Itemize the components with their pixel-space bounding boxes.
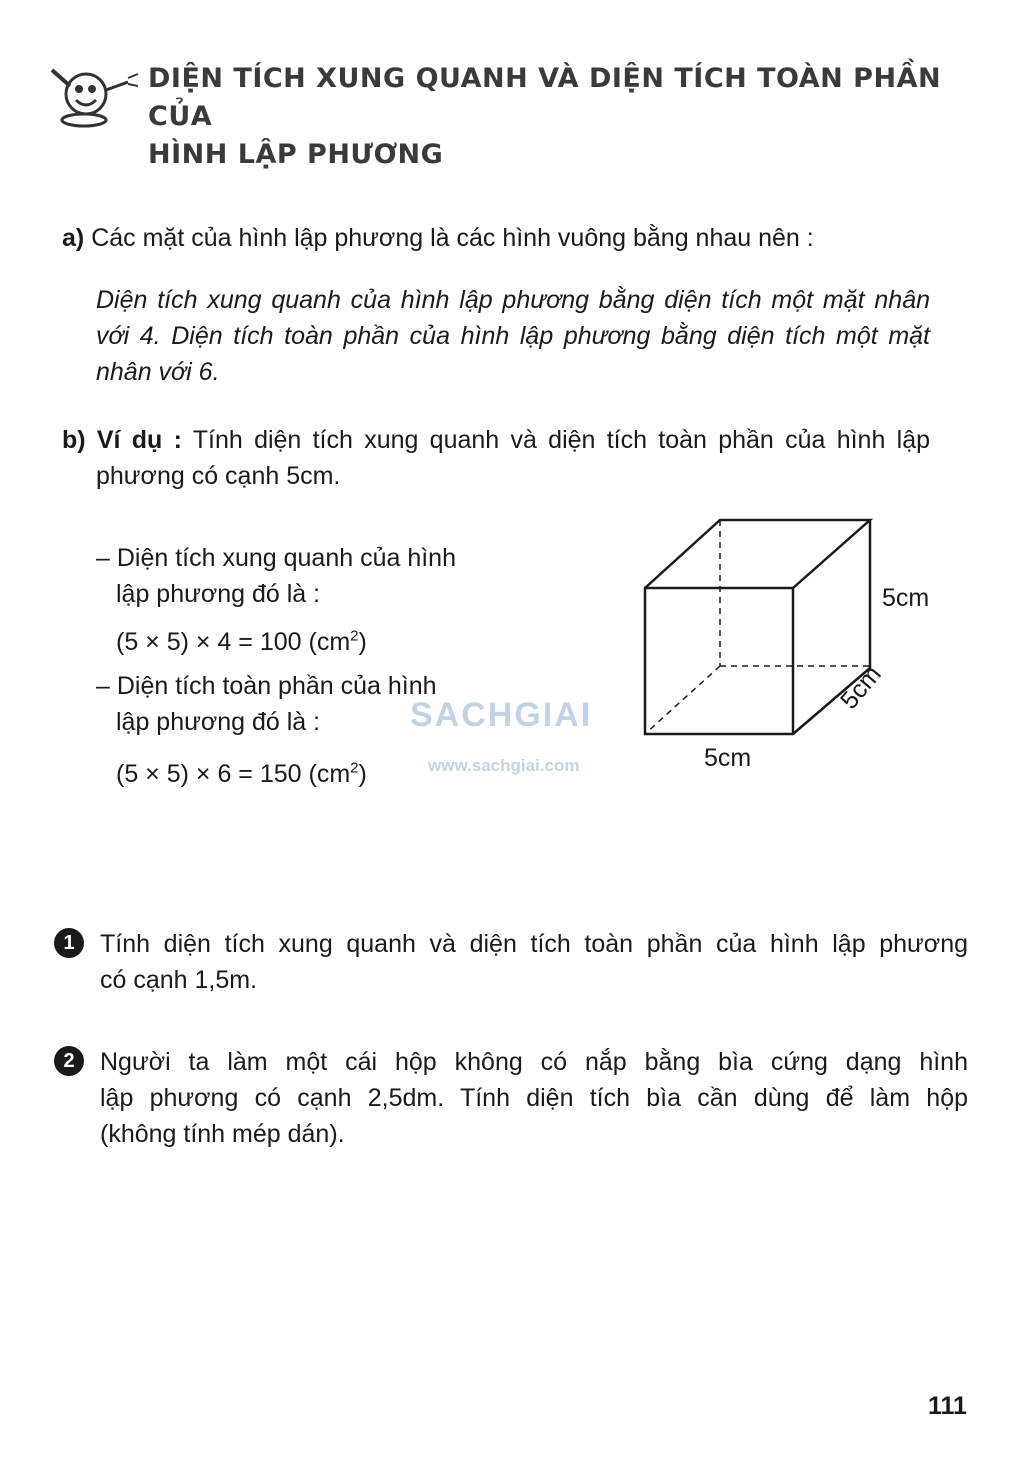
xq-formula: (5 × 5) × 4 = 100 $(cm^2)$: [116, 627, 367, 656]
exercise-2: [54, 1044, 968, 1152]
page-number: 111: [928, 1392, 967, 1420]
exercise-1: [54, 926, 968, 998]
cube-figure: [630, 510, 950, 800]
rule-line-2: với 4. Diện tích toàn phần của hình lập phương bằng diện tích một mặt: [96, 322, 930, 350]
cube-label-depth: 5cm: [835, 660, 887, 715]
title-line-1: DIỆN TÍCH XUNG QUANH VÀ DIỆN TÍCH TOÀN PHẦN CỦA: [148, 63, 942, 132]
cube-front-face: [645, 588, 793, 734]
section-a-intro: [62, 220, 942, 256]
page-title: [148, 60, 948, 174]
xq-line-2: lập phương đó là :: [116, 580, 321, 608]
cube-hidden-edges: [645, 520, 870, 734]
exercise-2-line-2: lập phương có cạnh 2,5dm. Tính diện tích bìa cần dùng để làm hộp: [100, 1084, 968, 1112]
section-b-problem: [62, 422, 930, 494]
section-b-label: b) Ví dụ :: [62, 426, 182, 454]
problem-line-1: Tính diện tích xung quanh và diện tích toàn phần của hình lập: [192, 426, 931, 454]
exercise-2-number: 2: [54, 1046, 84, 1076]
title-line-2: HÌNH LẬP PHƯƠNG: [148, 139, 444, 170]
problem-line-2: phương có cạnh 5cm.: [96, 462, 341, 490]
cube-label-height: 5cm: [882, 584, 930, 612]
cube-label-bottom: 5cm: [704, 744, 752, 772]
section-a-rule: [96, 282, 930, 390]
tp-line-1: – Diện tích toàn phần của hình: [96, 672, 437, 700]
watermark-url: www.sachgiai.com: [428, 756, 580, 775]
xq-line-1: – Diện tích xung quanh của hình: [96, 544, 456, 572]
exercise-2-line-1: Người ta làm một cái hộp không có nắp bằng bìa cứng dạng hình: [100, 1048, 968, 1076]
rule-line-1: Diện tích xung quanh của hình lập phương bằng diện tích một mặt nhân: [96, 286, 930, 314]
rule-line-3: nhân với 6.: [96, 358, 220, 386]
exercise-1-number: 1: [54, 928, 84, 958]
mascot-pencil-icon: [46, 64, 142, 130]
exercise-1-line-1: Tính diện tích xung quanh và diện tích toàn phần của hình lập phương: [100, 930, 968, 958]
cube-top-and-side: [645, 520, 870, 734]
tp-formula: (5 × 5) × 6 = 150 $(cm^2)$: [116, 759, 367, 788]
tp-line-2: lập phương đó là :: [116, 708, 321, 736]
solution-block: [96, 540, 516, 792]
exercise-1-line-2: có cạnh 1,5m.: [100, 966, 258, 994]
section-a-intro-text: Các mặt của hình lập phương là các hình vuông bằng nhau nên :: [91, 224, 814, 252]
exercise-2-line-3: (không tính mép dán).: [100, 1120, 345, 1148]
watermark-brand: SACHGIAI: [410, 696, 593, 734]
section-a-label: a): [62, 224, 85, 252]
